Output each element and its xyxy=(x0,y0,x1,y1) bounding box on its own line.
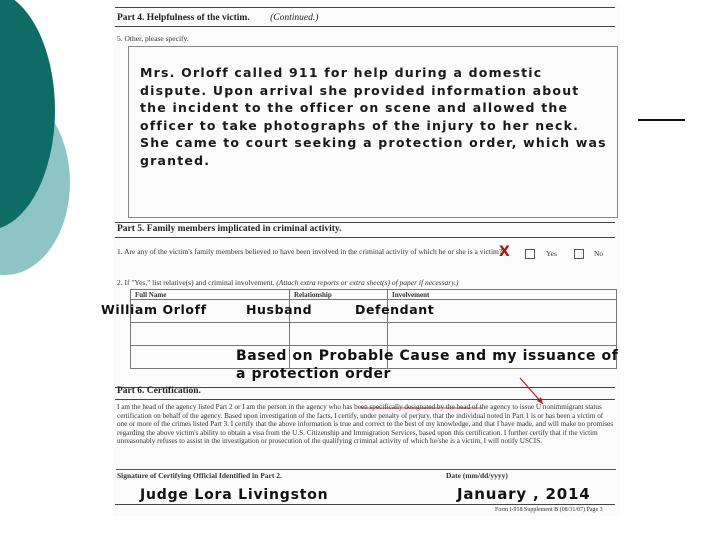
basis-text: Based on Probable Cause and my issuance of a protection order xyxy=(236,348,619,382)
signature-date: January , 2014 xyxy=(457,485,591,503)
col-full-name: Full Name xyxy=(135,291,167,299)
q2-text: 2. If "Yes," list relative(s) and criminal involvement. xyxy=(117,278,275,287)
date-label: Date (mm/dd/yyyy) xyxy=(446,471,508,480)
member-relationship: Husband xyxy=(246,302,313,317)
q1-text: 1. Are any of the victim's family members believed to have been involved in the criminal activity of which he or she is a victim? xyxy=(117,247,503,256)
part6-title: Part 6. Certification. xyxy=(117,386,201,396)
x-mark: X xyxy=(499,244,511,260)
q5-label: 5. Other, please specify. xyxy=(117,34,189,43)
member-involvement: Defendant xyxy=(355,302,435,317)
part4-title-text: Part 4. Helpfulness of the victim. xyxy=(117,13,250,23)
col-involvement: Involvement xyxy=(392,291,430,299)
member-name: William Orloff xyxy=(101,302,207,317)
yes-label: Yes xyxy=(546,249,557,258)
col-relationship: Relationship xyxy=(294,291,332,299)
part4-continued: (Continued.) xyxy=(270,13,319,23)
part5-title: Part 5. Family members implicated in criminal activity. xyxy=(117,224,342,234)
signer-name: Judge Lora Livingston xyxy=(140,487,329,503)
signature-label: Signature of Certifying Official Identified in Part 2. xyxy=(117,471,282,480)
no-label: No xyxy=(594,249,604,258)
certification-text: I am the head of the agency listed Part 2 or I am the person in the agency who has been specifically designated by the head of the agency to issue U nonimmigrant status certification on behalf of the agency. Based upon investigation of the facts, I certify, under penalty of perjury, that the individual noted in Part 1 is or has been a victim of one or more of the crimes listed Part 3. I certify that the above information is true and correct to the best of my knowledge, and that I have made, and will make no promises regarding the above victim's ability to obtain a visa from the U.S. Citizenship and Immigration Services, based upon this certification. I further certify that if the victim unreasonably refuses to assist in the investigation or prosecution of the qualifying criminal activity of which he/she is a victim, I will notify USCIS. xyxy=(117,403,613,446)
q2-note: (Attach extra reports or extra sheet(s) of paper if necessary.) xyxy=(276,278,459,287)
form-footer: Form I-918 Supplement B (08/31/07) Page 3 xyxy=(495,507,603,513)
narrative-text: Mrs. Orloff called 911 for help during a domestic dispute. Upon arrival she provided information about the incident to the officer on scene and allowed the officer to take photographs of the injury to her neck. She came to court seeking a protection order, which was granted. xyxy=(140,65,607,168)
